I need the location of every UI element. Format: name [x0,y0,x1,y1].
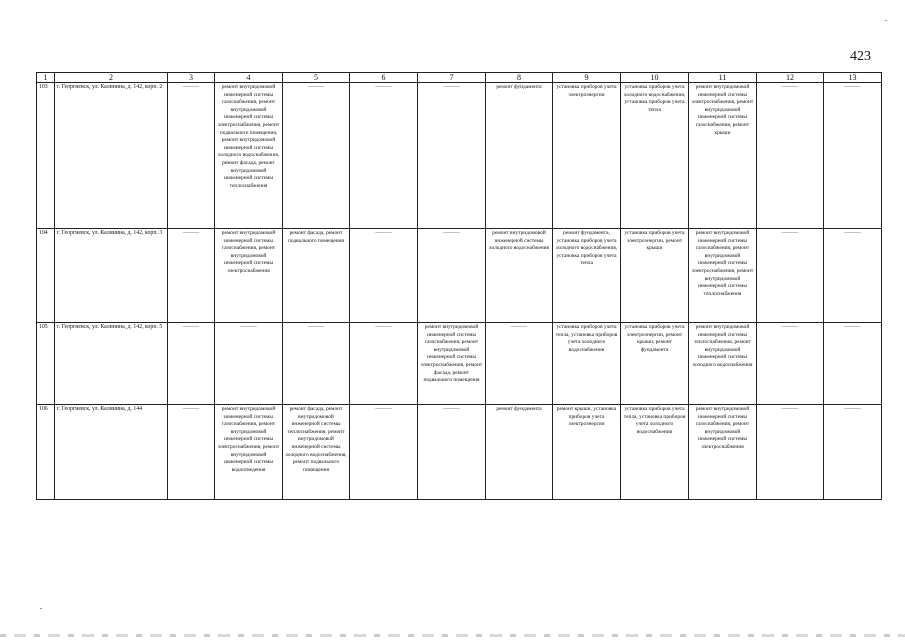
empty-dash-cell: ——— [418,83,486,229]
table-row [37,323,882,405]
row-number: 104 [37,229,55,323]
row-number: 105 [37,323,55,405]
empty-dash-cell: ——— [757,83,824,229]
empty-dash-cell: ——— [824,229,882,323]
scan-speck [40,608,42,609]
empty-dash-cell: ——— [350,323,418,405]
empty-dash-cell: ——— [418,229,486,323]
empty-dash-cell: ——— [757,323,824,405]
column-header: 13 [824,73,882,83]
works-cell: ремонт внутридомовой инженерной системы газоснабжения, ремонт внутридомовой инженерной системы электроснабжения [215,229,283,323]
works-cell: установка приборов учета электроэнергии [553,83,621,229]
column-header: 1 [37,73,55,83]
empty-dash-cell: ——— [350,229,418,323]
works-cell: ремонт внутридомовой инженерной системы газоснабжения, ремонт внутридомовой инженерной системы электроснабжения, ремонт внутридомовой инженерной системы водоотведения [215,405,283,500]
column-header: 4 [215,73,283,83]
address-cell: г. Георгиевск, ул. Калинина, д. 142, корп. 3 [55,229,168,323]
column-header: 5 [283,73,350,83]
empty-dash-cell: ——— [215,323,283,405]
empty-dash-cell: ——— [418,405,486,500]
empty-dash-cell: ——— [757,229,824,323]
works-cell: ремонт фасада, ремонт подвального помещения [283,229,350,323]
works-cell: ремонт внутридомовой инженерной системы газоснабжения, ремонт внутридомовой инженерной системы электроснабжения, ремонт фасада, ремонт подвального помещения [418,323,486,405]
empty-dash-cell: ——— [168,83,215,229]
column-header: 2 [55,73,168,83]
works-cell: ремонт внутридомовой инженерной системы холодного водоснабжения [486,229,553,323]
works-cell: ремонт крыши, установка приборов учета электроэнергии [553,405,621,500]
works-cell: установка приборов учета электроэнергии, ремонт крыши, ремонт фундамента [621,323,689,405]
works-cell: ремонт фундамента [486,405,553,500]
works-cell: ремонт внутридомовой инженерной системы газоснабжения, ремонт внутридомовой инженерной системы электроснабжения, ремонт внутридомовой инженерной системы теплоснабжения [689,229,757,323]
column-header: 6 [350,73,418,83]
empty-dash-cell: ——— [486,323,553,405]
address-cell: г. Георгиевск, ул. Калинина, д. 144 [55,405,168,500]
works-cell: установка приборов учета тепла, установка приборов учета холодного водоснабжения [621,405,689,500]
column-header: 11 [689,73,757,83]
table-row [37,229,882,323]
column-header: 3 [168,73,215,83]
scan-speck [885,20,887,21]
column-header: 10 [621,73,689,83]
scan-edge-artifact [0,634,905,637]
works-cell: установка приборов учета холодного водоснабжения, установка приборов учета тепла [621,83,689,229]
row-number: 103 [37,83,55,229]
column-header: 9 [553,73,621,83]
page-number: 423 [850,49,871,64]
address-cell: г. Георгиевск, ул. Калинина, д. 142, корп. 2 [55,83,168,229]
empty-dash-cell: ——— [168,405,215,500]
repair-schedule-table [36,72,882,500]
empty-dash-cell: ——— [824,323,882,405]
empty-dash-cell: ——— [168,323,215,405]
table-row [37,405,882,500]
table-row [37,83,882,229]
empty-dash-cell: ——— [824,405,882,500]
empty-dash-cell: ——— [350,405,418,500]
column-number-row [37,73,882,83]
column-header: 8 [486,73,553,83]
column-header: 7 [418,73,486,83]
column-header: 12 [757,73,824,83]
empty-dash-cell: ——— [283,323,350,405]
works-cell: установка приборов учета тепла, установка приборов учета холодного водоснабжения [553,323,621,405]
empty-dash-cell: ——— [757,405,824,500]
works-cell: ремонт внутридомовой инженерной системы газоснабжения, ремонт внутридомовой инженерной системы электроснабжения, ремонт подвального помещения, ремонт внутридомовой инженерной системы холодного водоснабжения, ремонт фасада, ремонт внутридомовой инженерной системы теплоснабжения [215,83,283,229]
works-cell: ремонт фундамента, установка приборов учета холодного водоснабжения, установка приборов учета тепла [553,229,621,323]
works-cell: ремонт внутридомовой инженерной системы теплоснабжения, ремонт внутридомовой инженерной системы холодного водоснабжения [689,323,757,405]
empty-dash-cell: ——— [350,83,418,229]
row-number: 106 [37,405,55,500]
works-cell: ремонт внутридомовой инженерной системы газоснабжения, ремонт внутридомовой инженерной системы электроснабжения [689,405,757,500]
empty-dash-cell: ——— [283,83,350,229]
works-cell: установка приборов учета электроэнергии, ремонт крыши [621,229,689,323]
empty-dash-cell: ——— [168,229,215,323]
works-cell: ремонт внутридомовой инженерной системы электроснабжения, ремонт внутридомовой инженерной системы газоснабжения, ремонт крыши [689,83,757,229]
works-cell: ремонт фундамента [486,83,553,229]
address-cell: г. Георгиевск, ул. Калинина, д. 142, корп. 5 [55,323,168,405]
empty-dash-cell: ——— [824,83,882,229]
works-cell: ремонт фасада, ремонт внутридомовой инженерной системы теплоснабжения, ремонт внутридомовой инженерной системы холодного водоснабжения, ремонт подвального помещения [283,405,350,500]
